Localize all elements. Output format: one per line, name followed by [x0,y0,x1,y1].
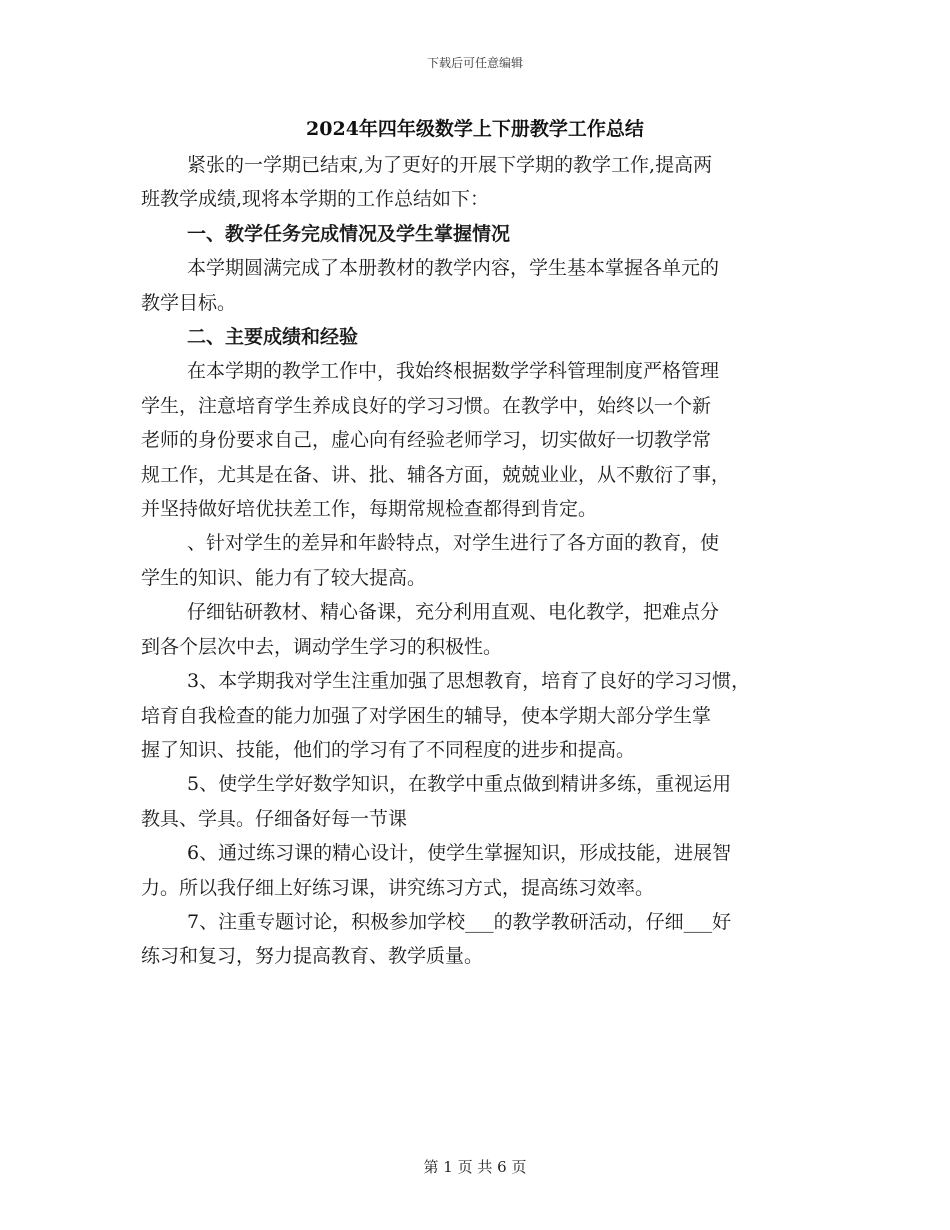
para3-line-2: 学生的知识、能力有了较大提高。 [141,566,427,589]
para4-line-2: 到各个层次中去，调动学生学习的积极性。 [141,635,503,658]
section-heading-2: 二、主要成绩和经验 [187,326,359,349]
para8-line-2: 练习和复习，努力提高教育、教学质量。 [141,945,484,968]
para6-line-1: 5、使学生学好数学知识，在教学中重点做到精讲多练，重视运用 [187,773,732,796]
intro-line-1: 紧张的一学期已结束,为了更好的开展下学期的教学工作,提高两 [187,154,713,176]
para2-line-4: 规工作，尤其是在备、讲、批、辅各方面，兢兢业业，从不敷衍了事， [141,463,731,486]
para6-line-2: 教具、学具。仔细备好每一节课 [141,807,408,830]
para1-line-1: 本学期圆满完成了本册教材的教学内容，学生基本掌握各单元的 [187,257,720,280]
page-header-note: 下载后可任意编辑 [426,56,523,70]
para1-line-2: 教学目标。 [141,291,237,314]
para2-line-5: 并坚持做好培优扶差工作，每期常规检查都得到肯定。 [141,498,598,521]
para5-line-3: 握了知识、技能，他们的学习有了不同程度的进步和提高。 [141,738,636,761]
para5-line-2: 培育自我检查的能力加强了对学困生的辅导，使本学期大部分学生掌 [141,704,712,727]
para2-line-3: 老师的身份要求自己，虚心向有经验老师学习，切实做好一切教学常 [141,429,712,452]
document-title: 2024年四年级数学上下册教学工作总结 [306,118,644,140]
para8-line-1: 7、注重专题讨论，积极参加学校___的教学教研活动，仔细___好 [187,910,732,933]
para2-line-2: 学生，注意培育学生养成良好的学习习惯。在教学中，始终以一个新 [141,394,712,417]
para7-line-2: 力。所以我仔细上好练习课，讲究练习方式，提高练习效率。 [141,876,655,899]
para3-line-1: 、针对学生的差异和年龄特点，对学生进行了各方面的教育，使 [187,532,720,555]
para2-line-1: 在本学期的教学工作中，我始终根据数学学科管理制度严格管理 [187,360,720,383]
para4-line-1: 仔细钻研教材、精心备课，充分利用直观、电化教学，把难点分 [187,601,720,624]
para7-line-1: 6、通过练习课的精心设计，使学生掌握知识，形成技能，进展智 [187,842,732,865]
para5-line-1: 3、本学期我对学生注重加强了思想教育，培育了良好的学习习惯， [187,670,751,693]
section-heading-1: 一、教学任务完成情况及学生掌握情况 [187,222,511,245]
document-body [141,148,841,974]
page-number: 第 1 页 共 6 页 [423,1158,527,1176]
intro-line-2: 班教学成绩,现将本学期的工作总结如下： [141,188,490,211]
